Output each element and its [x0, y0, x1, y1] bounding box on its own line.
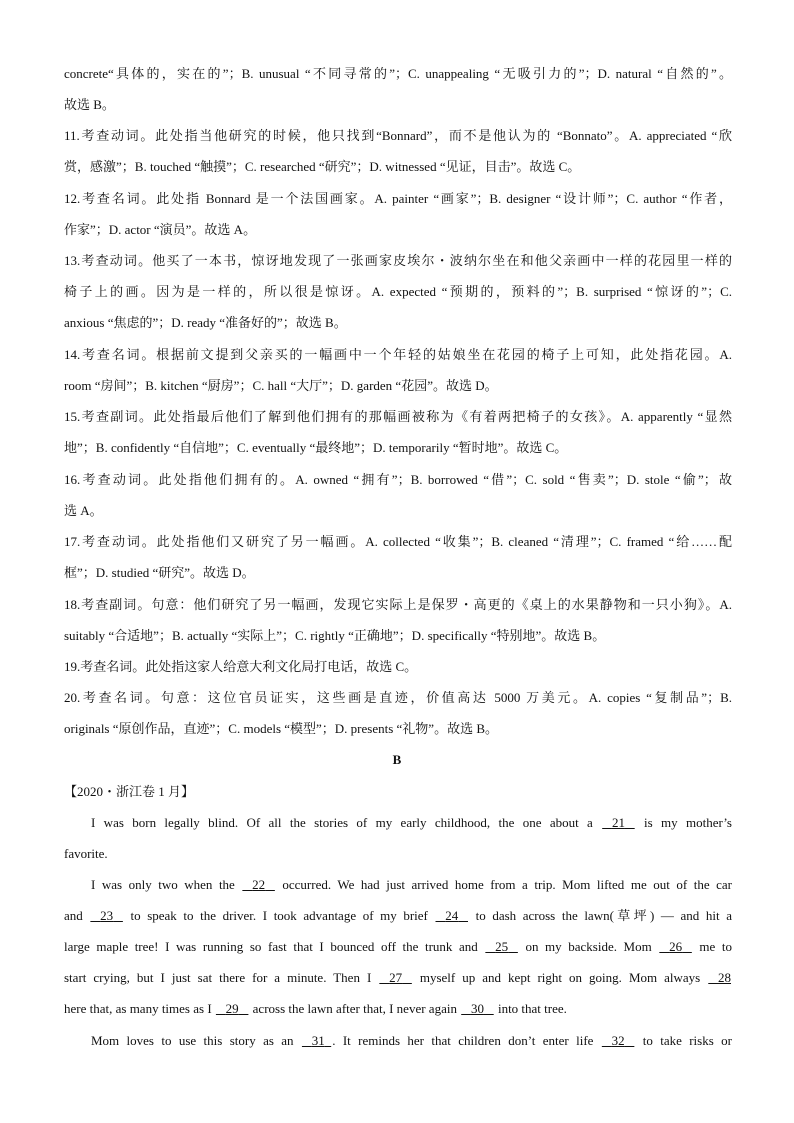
explanation-line: 作家”；D. actor “演员”。故选 A。 — [64, 222, 257, 237]
passage-line — [91, 814, 732, 832]
blank-number: 24 — [445, 908, 459, 923]
blank-22[interactable] — [241, 876, 276, 894]
passage-text: into that tree. — [494, 1001, 567, 1016]
passage-line — [64, 1000, 732, 1018]
blank-23[interactable] — [89, 907, 124, 925]
blank-number: 26 — [669, 939, 683, 954]
explanation-line: 11.考查动词。此处指当他研究的时候，他只找到“Bonnard”，而不是他认为的 “Bonnato”。A. appreciated “欣 — [64, 128, 732, 143]
passage-text: to speak to the driver. I took advantage of my brief — [123, 908, 435, 923]
explanation-line: 17.考查动词。此处指他们又研究了另一幅画。A. collected “收集”；B. cleaned “清理”；C. framed “给……配 — [64, 534, 732, 549]
passage-text: across the lawn after that, I never again — [249, 1001, 461, 1016]
blank-number: 23 — [100, 908, 114, 923]
passage-line — [64, 907, 732, 925]
explanation-line: 框”；D. studied “研究”。故选 D。 — [64, 565, 255, 580]
blank-21[interactable] — [601, 814, 636, 832]
explanation-line: 18.考查副词。句意：他们研究了另一幅画，发现它实际上是保罗・高更的《桌上的水果静物和一只小狗》。A. — [64, 597, 732, 612]
blank-28[interactable] — [707, 969, 732, 987]
passage-text: start crying, but I just sat there for a minute. Then I — [64, 970, 379, 985]
blank-number: 25 — [495, 939, 509, 954]
passage-text: to dash across the lawn(草坪) — and hit a — [469, 908, 732, 923]
passage-text: is my mother’s — [635, 815, 732, 830]
blank-25[interactable] — [484, 938, 519, 956]
blank-26[interactable] — [658, 938, 693, 956]
explanation-line: suitably “合适地”；B. actually “实际上”；C. rightly “正确地”；D. specifically “特别地”。故选 B。 — [64, 628, 606, 643]
passage-text: me to — [692, 939, 733, 954]
blank-29[interactable] — [215, 1000, 250, 1018]
passage-line — [91, 876, 732, 894]
passage-text: Mom loves to use this story as an — [91, 1033, 301, 1048]
explanation-line: 14.考查名词。根据前文提到父亲买的一幅画中一个年轻的姑娘坐在花园的椅子上可知，此处指花园。A. — [64, 347, 732, 362]
blank-number: 27 — [389, 970, 403, 985]
blank-number: 30 — [470, 1001, 484, 1016]
passage-text: here that, as many times as I — [64, 1001, 215, 1016]
blank-number: 32 — [611, 1033, 625, 1048]
passage-text: I was only two when the — [91, 877, 242, 892]
source-tag: 【2020・浙江卷 1 月】 — [64, 784, 195, 799]
passage-text: I was born legally blind. Of all the stories of my early childhood, the one about a — [91, 815, 602, 830]
explanation-line: concrete“具体的，实在的”；B. unusual “不同寻常的”；C. unappealing “无吸引力的”；D. natural “自然的”。 — [64, 66, 732, 81]
blank-number: 31 — [311, 1033, 325, 1048]
blank-32[interactable] — [601, 1032, 636, 1050]
explanation-line: 13.考查动词。他买了一本书，惊讶地发现了一张画家皮埃尔・波纳尔坐在和他父亲画中一样的花园里一样的 — [64, 253, 732, 268]
passage-line: favorite. — [64, 846, 108, 861]
blank-number: 28 — [718, 970, 732, 985]
explanation-line: anxious “焦虑的”；D. ready “准备好的”；故选 B。 — [64, 315, 347, 330]
explanation-line: 16.考查动词。此处指他们拥有的。A. owned “拥有”；B. borrowed “借”；C. sold “售卖”；D. stole “偷”；故 — [64, 472, 732, 487]
blank-number: 22 — [252, 877, 266, 892]
passage-text: to take risks or — [635, 1033, 732, 1048]
passage-line — [64, 938, 732, 956]
blank-number: 29 — [225, 1001, 239, 1016]
passage-text: . It reminds her that children don’t enter life — [332, 1033, 601, 1048]
blank-30[interactable] — [460, 1000, 495, 1018]
passage-text: occurred. We had just arrived home from a trip. Mom lifted me out of the car — [275, 877, 733, 892]
explanation-line: 赏，感激”；B. touched “触摸”；C. researched “研究”；D. witnessed “见证，目击”。故选 C。 — [64, 159, 581, 174]
explanation-line: 地”；B. confidently “自信地”；C. eventually “最终地”；D. temporarily “暂时地”。故选 C。 — [64, 440, 568, 455]
passage-text: large maple tree! I was running so fast that I bounced off the trunk and — [64, 939, 485, 954]
explanation-line: 故选 B。 — [64, 97, 115, 112]
blank-27[interactable] — [378, 969, 413, 987]
explanation-line: 19.考查名词。此处指这家人给意大利文化局打电话，故选 C。 — [64, 659, 418, 674]
passage-text: and — [64, 908, 90, 923]
explanation-line: 20.考查名词。句意：这位官员证实，这些画是直迹，价值高达 5000 万美元。A. copies “复制品”；B. — [64, 690, 732, 705]
explanation-line: 选 A。 — [64, 503, 103, 518]
blank-31[interactable] — [301, 1032, 332, 1050]
explanation-line: 椅子上的画。因为是一样的，所以很是惊讶。A. expected “预期的，预料的”；B. surprised “惊讶的”；C. — [64, 284, 732, 299]
section-heading: B — [392, 752, 402, 767]
explanation-line: 15.考查副词。此处指最后他们了解到他们拥有的那幅画被称为《有着两把椅子的女孩》。A. apparently “显然 — [64, 409, 732, 424]
blank-24[interactable] — [435, 907, 470, 925]
passage-line — [64, 969, 732, 987]
blank-number: 21 — [611, 815, 625, 830]
explanation-line: 12.考查名词。此处指 Bonnard 是一个法国画家。A. painter “画家”；B. designer “设计师”；C. author “作者， — [64, 191, 732, 206]
passage-line — [91, 1032, 732, 1050]
passage-text: myself up and kept right on going. Mom always — [412, 970, 708, 985]
explanation-line: room “房间”；B. kitchen “厨房”；C. hall “大厅”；D. garden “花园”。故选 D。 — [64, 378, 498, 393]
passage-text: on my backside. Mom — [518, 939, 659, 954]
explanation-line: originals “原创作品，直迹”；C. models “模型”；D. presents “礼物”。故选 B。 — [64, 721, 498, 736]
